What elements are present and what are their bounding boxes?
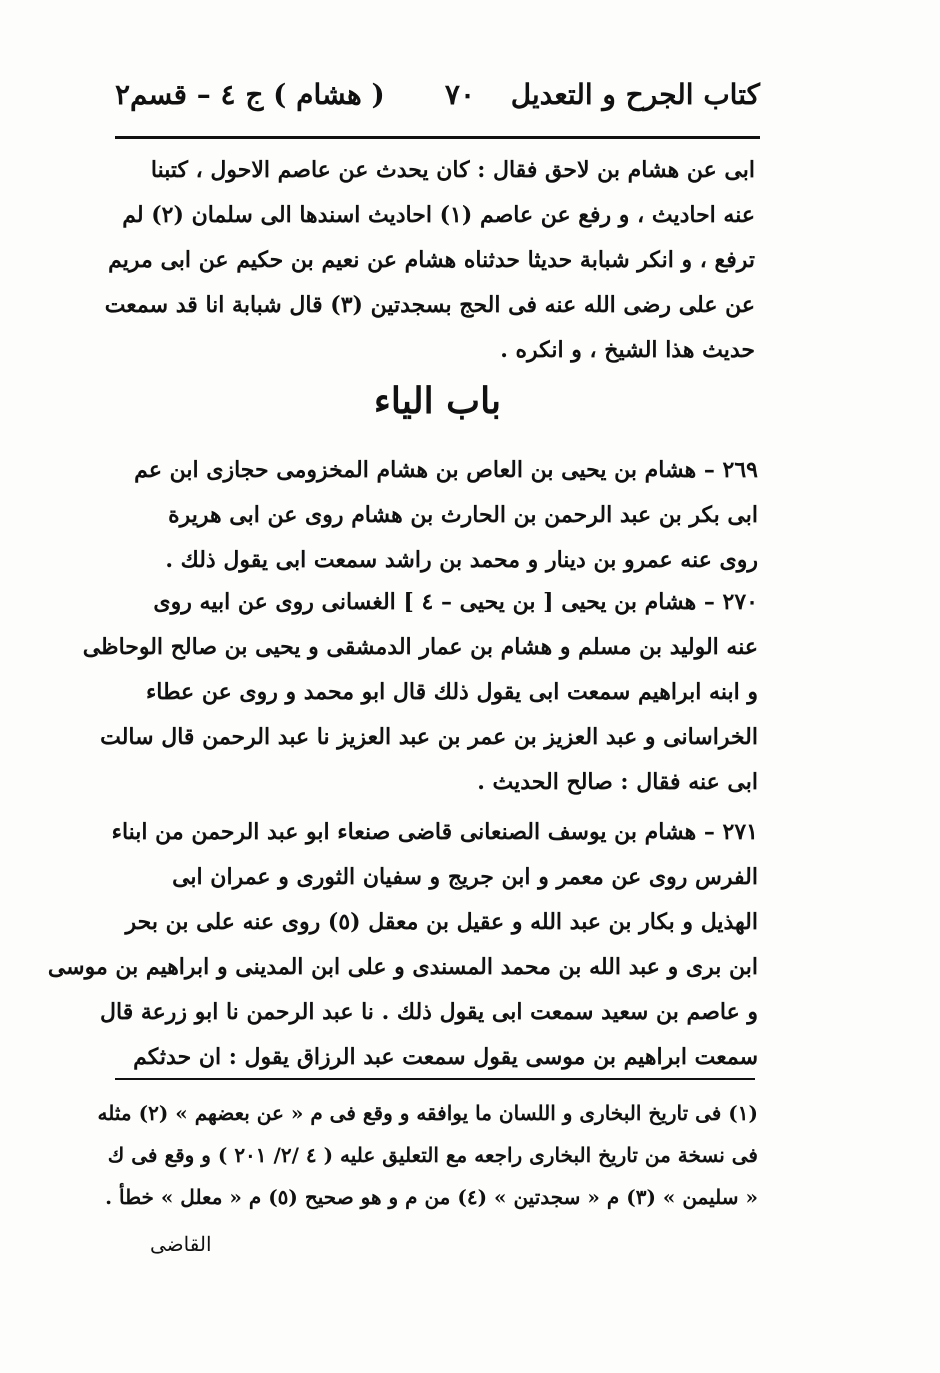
text-line: ابى عن هشام بن لاحق فقال : كان يحدث عن عاصم الاحول ، كتبنا <box>150 157 755 183</box>
section-label: ( هشام ) ج ٤ – قسم٢ <box>115 78 385 111</box>
text-line: و عاصم بن سعيد سمعت ابى يقول ذلك . نا عبد الرحمن نا ابو زرعة قال <box>100 999 758 1025</box>
text-line: ٢٧١ – هشام بن يوسف الصنعانى قاضى صنعاء ابو عبد الرحمن من ابناء <box>111 819 758 845</box>
footnote-line: (١) فى تاريخ البخارى و اللسان ما يوافقه و وقع فى م « عن بعضهم » (٢) مثله <box>97 1101 758 1125</box>
text-line: ابى بكر بن عبد الرحمن بن الحارث بن هشام روى عن ابى هريرة <box>168 502 758 528</box>
page-header <box>115 78 760 122</box>
entry-269 <box>118 448 758 583</box>
book-title: كتاب الجرح و التعديل <box>510 78 760 111</box>
text-line: الخراسانى و عبد العزيز بن عمر بن عبد العزيز نا عبد الرحمن قال سالت <box>100 724 758 750</box>
header-rule <box>115 136 760 139</box>
text-line: ابن برى و عبد الله بن محمد المسندى و على ابن المدينى و ابراهيم بن موسى <box>47 954 758 980</box>
footnote-line: فى نسخة من تاريخ البخارى راجعه مع التعليق عليه ( ٤ /٢/ ٢٠١ ) و وقع فى ك <box>107 1143 758 1167</box>
entry-270 <box>82 580 758 805</box>
text-line: و ابنه ابراهيم سمعت ابى يقول ذلك قال ابو محمد و روى عن عطاء <box>145 679 758 705</box>
text-line: روى عنه عمرو بن دينار و محمد بن راشد سمعت ابى يقول ذلك . <box>165 547 758 573</box>
footnote-rule <box>115 1078 755 1080</box>
entry-271 <box>47 810 758 1080</box>
text-line: ٢٧٠ – هشام بن يحيى [ بن يحيى – ٤ ] الغسانى روى عن ابيه روى <box>153 589 758 615</box>
page-number: ٧٠ <box>444 78 475 111</box>
text-line: سمعت ابراهيم بن موسى يقول سمعت عبد الرزاق يقول : ان حدثكم <box>133 1044 758 1070</box>
text-line: ترفع ، و انكر شبابة حديثا حدثناه هشام عن نعيم بن حكيم عن ابى مريم <box>108 247 755 273</box>
footnote-line: « سليمن » (٣) م « سجدتين » (٤) من م و هو صحيح (٥) م « معلل » خطأ . <box>105 1185 758 1209</box>
text-line: عنه الوليد بن مسلم و هشام بن عمار الدمشقى و يحيى بن صالح الوحاظى <box>82 634 758 660</box>
intro-paragraph <box>104 148 755 373</box>
signature: القاضى <box>150 1232 212 1256</box>
text-line: عنه احاديث ، و رفع عن عاصم (١) احاديث اسندها الى سلمان (٢) لم <box>122 202 755 228</box>
text-line: الفرس روى عن معمر و ابن جريج و سفيان الثورى و عمران ابى <box>172 864 758 890</box>
footnotes <box>97 1092 758 1218</box>
text-line: عن على رضى الله عنه فى الحج بسجدتين (٣) قال شبابة انا قد سمعت <box>104 292 755 318</box>
text-line: ابى عنه فقال : صالح الحديث . <box>477 769 758 795</box>
text-line: ٢٦٩ – هشام بن يحيى بن العاص بن هشام المخزومى حجازى ابن عم <box>134 457 758 483</box>
text-line: حديث هذا الشيخ ، و انكره . <box>500 337 755 363</box>
chapter-heading: باب الياء <box>373 380 502 422</box>
text-line: الهذيل و بكار بن عبد الله و عقيل بن معقل (٥) روى عنه على بن بحر <box>125 909 758 935</box>
